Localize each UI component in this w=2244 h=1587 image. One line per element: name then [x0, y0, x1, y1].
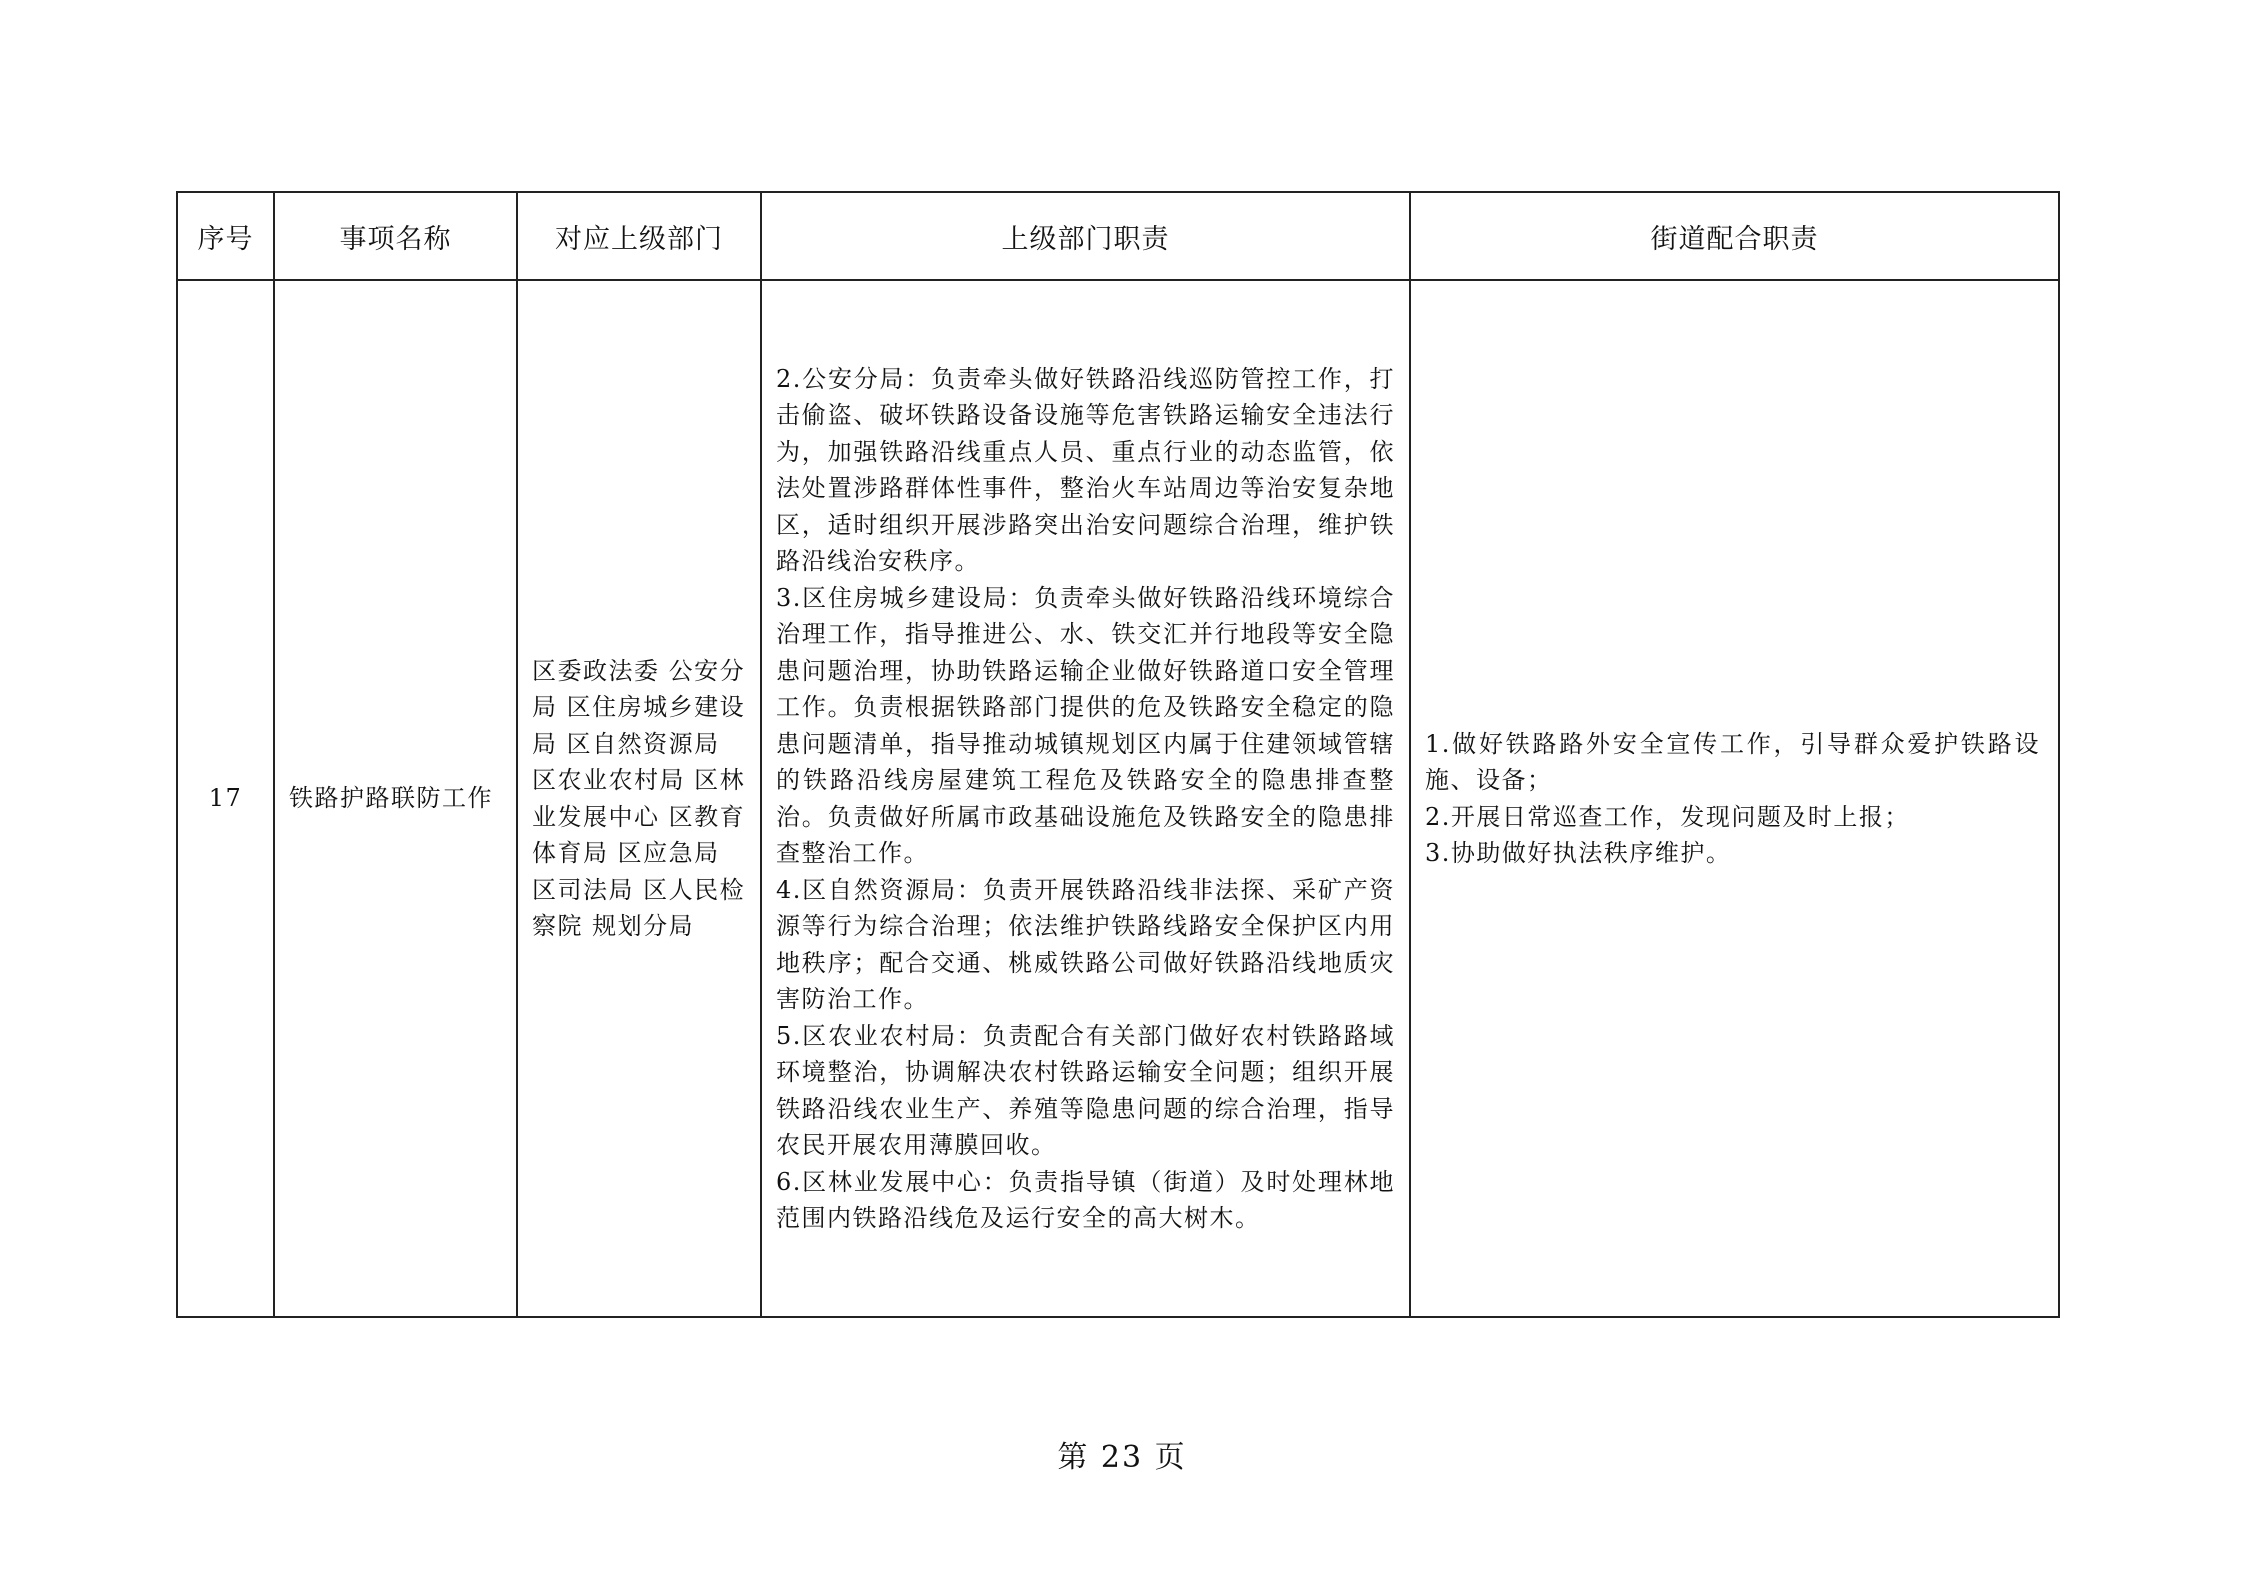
upper-duty-item: 5.区农业农村局：负责配合有关部门做好农村铁路路域环境整治，协调解决农村铁路运输安全问题；组织开展铁路沿线农业生产、养殖等隐患问题的综合治理，指导农民开展农用薄膜回收。: [776, 1021, 1395, 1159]
upper-duty-item: 2.公安分局：负责牵头做好铁路沿线巡防管控工作，打击偷盗、破坏铁路设备设施等危害铁路运输安全违法行为，加强铁路沿线重点人员、重点行业的动态监管，依法处置涉路群体性事件，整治火车站周边等治安复杂地区，适时组织开展涉路突出治安问题综合治理，维护铁路沿线治安秩序。: [776, 364, 1395, 575]
row-street-duties: [1410, 280, 2059, 1317]
upper-duty-item: 3.区住房城乡建设局：负责牵头做好铁路沿线环境综合治理工作，指导推进公、水、铁交汇并行地段等安全隐患问题治理，协助铁路运输企业做好铁路道口安全管理工作。负责根据铁路部门提供的危及铁路安全稳定的隐患问题清单，指导推动城镇规划区内属于住建领域管辖的铁路沿线房屋建筑工程危及铁路安全的隐患排查整治。负责做好所属市政基础设施危及铁路安全的隐患排查整治工作。: [776, 583, 1395, 867]
street-duty-item: 2.开展日常巡查工作，发现问题及时上报；: [1425, 802, 1910, 831]
table-row: [177, 280, 2059, 1317]
street-duty-item: 3.协助做好执法秩序维护。: [1425, 839, 1732, 867]
row-department: 区委政法委 公安分局 区住房城乡建设局 区自然资源局 区农业农村局 区林业发展中心 区教育体育局 区应急局 区司法局 区人民检察院 规划分局: [517, 280, 761, 1317]
header-index: 序号: [177, 192, 274, 280]
upper-duty-item: 4.区自然资源局：负责开展铁路沿线非法探、采矿产资源等行为综合治理；依法维护铁路线路安全保护区内用地秩序；配合交通、桃威铁路公司做好铁路沿线地质灾害防治工作。: [776, 875, 1395, 1013]
page-number: 第 23 页: [1057, 1440, 1187, 1475]
duty-table: [176, 191, 2060, 1318]
street-duty-item: 1.做好铁路路外安全宣传工作，引导群众爱护铁路设施、设备；: [1425, 729, 2040, 794]
row-upper-duties: [761, 280, 1410, 1317]
row-item-name: 铁路护路联防工作: [274, 280, 517, 1317]
header-department: 对应上级部门: [517, 192, 761, 280]
table-header-row: [177, 192, 2059, 280]
upper-duty-item: 6.区林业发展中心：负责指导镇（街道）及时处理林地范围内铁路沿线危及运行安全的高大树木。: [776, 1167, 1395, 1232]
header-upper-duties: 上级部门职责: [761, 192, 1410, 280]
row-index: 17: [177, 280, 274, 1317]
header-item-name: 事项名称: [274, 192, 517, 280]
header-street-duties: 街道配合职责: [1410, 192, 2059, 280]
